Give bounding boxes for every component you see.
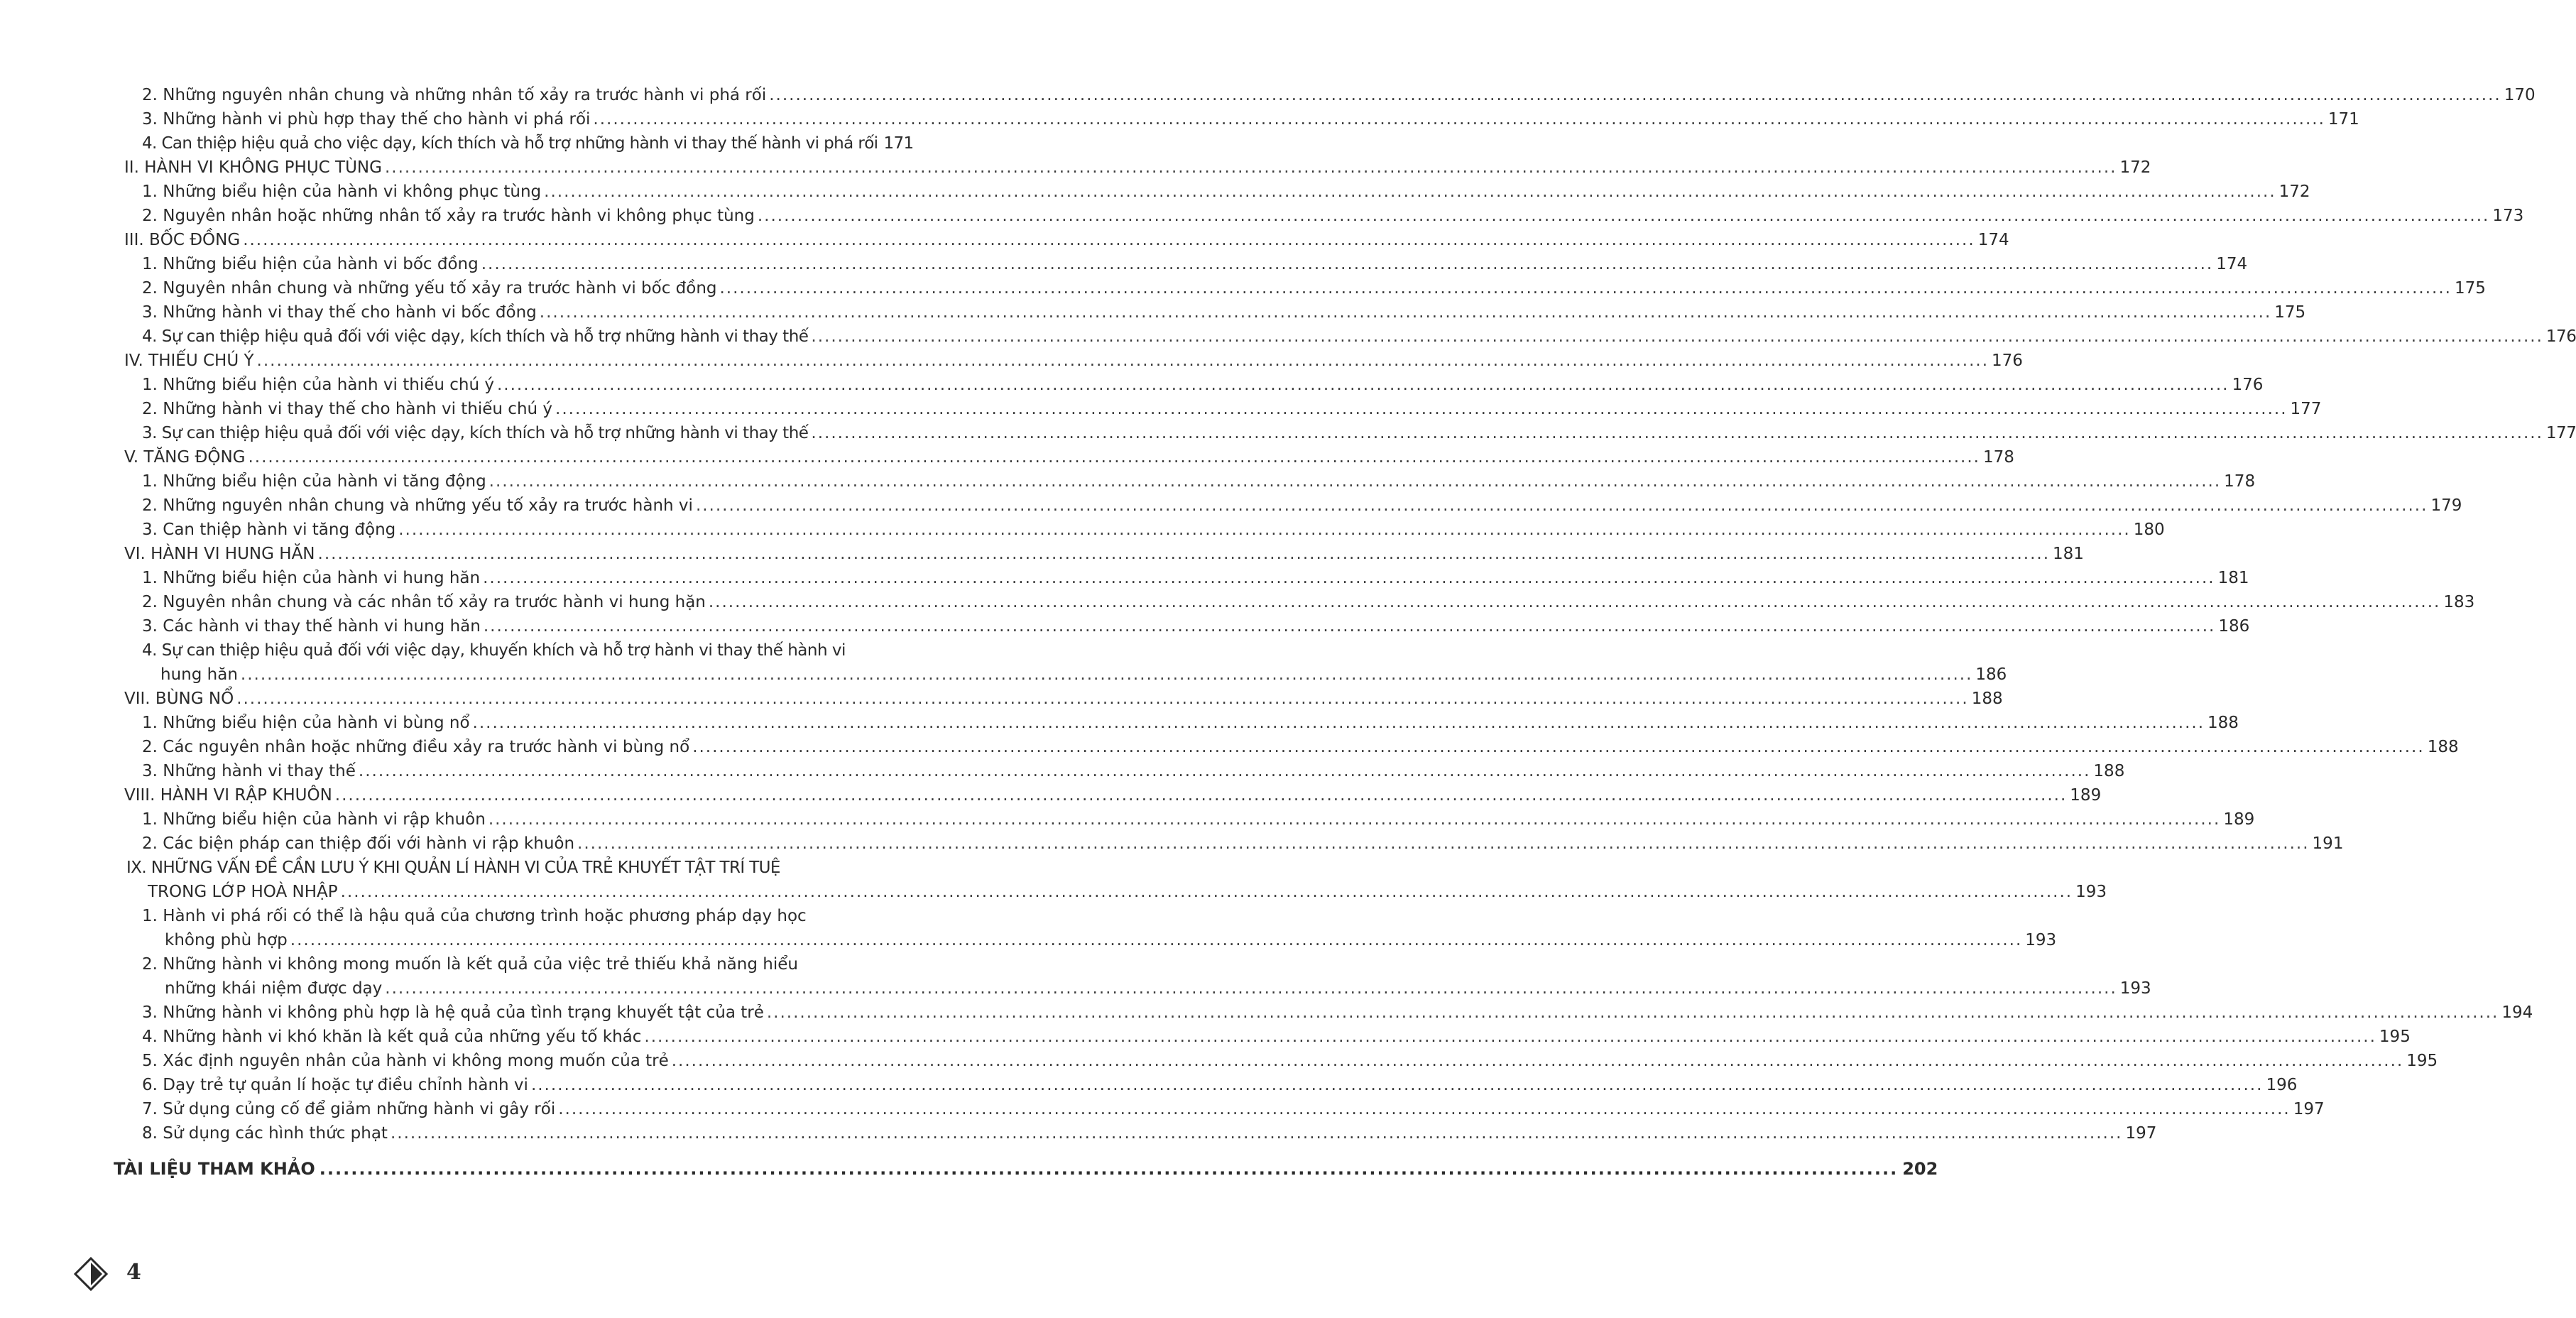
page-number: 4 [126, 1260, 141, 1285]
toc-dot-leader [290, 928, 2023, 952]
toc-entry-title: 2. Các biện pháp can thiệp đối với hành vi rập khuôn [142, 834, 575, 853]
toc-section[interactable] [124, 445, 2014, 469]
toc-entry-title[interactable]: 4. Sự can thiệp hiệu quả đối với việc dạy, khuyến khích và hỗ trợ hành vi thay thế hành vi [142, 641, 846, 660]
toc-entry[interactable] [142, 1025, 2411, 1049]
toc-entry-page: 186 [1975, 665, 2007, 684]
toc-dot-leader [398, 518, 2131, 542]
toc-entry[interactable] [142, 276, 2486, 300]
toc-entry[interactable] [142, 759, 2125, 783]
toc-dot-leader [758, 204, 2490, 228]
toc-entry[interactable] [142, 180, 2310, 204]
toc-entry-title: 2. Nguyên nhân chung và các nhân tố xảy ra trước hành vi hung hặn [142, 593, 706, 611]
toc-entry-continuation[interactable] [160, 663, 2007, 687]
toc-entry[interactable] [142, 494, 2462, 518]
toc-dot-leader [577, 832, 2310, 856]
toc-dot-leader [769, 83, 2501, 107]
toc-entry-page: 170 [2504, 86, 2536, 104]
toc-entry[interactable] [142, 107, 2359, 131]
toc-entry-title: 1. Những biểu hiện của hành vi không phục tùng [142, 183, 542, 201]
toc-entry-title: 8. Sử dụng các hình thức phạt [142, 1124, 388, 1143]
toc-entry-title: 1. Những biểu hiện của hành vi bùng nổ [142, 714, 470, 732]
toc-entry-page: 188 [2093, 762, 2125, 780]
toc-entry-page: 196 [2266, 1076, 2298, 1094]
toc-section-title: III. BỐC ĐỒNG [124, 231, 241, 249]
toc-entry[interactable] [142, 1073, 2298, 1097]
toc-entry[interactable] [142, 1097, 2325, 1121]
toc-entry-page: 197 [2125, 1124, 2157, 1143]
toc-entry-title: 3. Những hành vi phù hợp thay thế cho hành vi phá rối [142, 110, 591, 129]
toc-entry[interactable] [142, 421, 2576, 445]
toc-dot-leader [709, 590, 2441, 614]
toc-section-title: V. TĂNG ĐỘNG [124, 448, 246, 467]
toc-entry[interactable] [142, 325, 2576, 349]
toc-entry-title: 3. Can thiệp hành vi tăng động [142, 521, 396, 539]
toc-entry-title: 3. Các hành vi thay thế hành vi hung hăn [142, 617, 481, 636]
toc-entry-page: 176 [2232, 376, 2264, 394]
toc-section-continuation[interactable] [148, 880, 2107, 904]
toc-section-title: IV. THIẾU CHÚ Ý [124, 352, 254, 370]
toc-entry-title: 2. Những nguyên nhân chung và những nhân tố xảy ra trước hành vi phá rối [142, 86, 767, 104]
toc-dot-leader [593, 107, 2325, 131]
toc-dot-leader [558, 1097, 2291, 1121]
toc-entry-page: 174 [2216, 255, 2248, 273]
toc-entry[interactable] [142, 1121, 2157, 1145]
toc-section[interactable] [124, 156, 2151, 180]
toc-entry-title: 4. Sự can thiệp hiệu quả đối với việc dạy, kích thích và hỗ trợ những hành vi thay thế [142, 327, 809, 346]
toc-section-page: 176 [1992, 352, 2023, 370]
toc-dot-leader [341, 880, 2073, 904]
toc-entry-page: 179 [2430, 496, 2462, 515]
toc-section-title: II. HÀNH VI KHÔNG PHỤC TÙNG [124, 158, 382, 177]
toc-entry[interactable] [142, 832, 2344, 856]
toc-section-title: VI. HÀNH VI HUNG HĂN [124, 545, 315, 563]
toc-dot-leader [531, 1073, 2264, 1097]
toc-section-page: 174 [1977, 231, 2009, 249]
diamond-ornament-icon [74, 1257, 108, 1291]
toc-entry-page: 195 [2379, 1028, 2411, 1046]
toc-entry-page: 181 [2217, 569, 2249, 587]
toc-entry-title: những khái niệm được dạy [165, 979, 383, 998]
toc-entry-page: 189 [2223, 810, 2255, 829]
toc-entry[interactable] [142, 131, 914, 156]
toc-dot-leader [497, 373, 2230, 397]
toc-dot-leader [692, 735, 2425, 759]
toc-entry[interactable] [142, 518, 2165, 542]
toc-dot-leader [644, 1025, 2376, 1049]
toc-dot-leader [481, 252, 2214, 276]
toc-section-page: 178 [1982, 448, 2014, 467]
toc-entry-page: 193 [2025, 931, 2057, 949]
toc-entry-page: 171 [2327, 110, 2359, 129]
references-entry[interactable] [114, 1155, 1938, 1183]
toc-section-page: 193 [2075, 883, 2107, 901]
toc-entry-title: 2. Những hành vi thay thế cho hành vi thiếu chú ý [142, 400, 553, 418]
toc-entry-title: không phù hợp [165, 931, 288, 949]
toc-entry-title: 3. Những hành vi không phù hợp là hệ quả của tình trạng khuyết tật của trẻ [142, 1003, 764, 1022]
toc-section-page: 188 [1971, 690, 2003, 708]
toc-entry[interactable] [142, 566, 2249, 590]
toc-dot-leader [236, 687, 1969, 711]
toc-entry[interactable] [142, 373, 2264, 397]
toc-entry[interactable] [142, 735, 2459, 759]
toc-section[interactable] [124, 228, 2009, 252]
toc-dot-leader [540, 300, 2272, 325]
toc-dot-leader [811, 421, 2543, 445]
toc-entry[interactable] [142, 1001, 2533, 1025]
toc-entry-page: 177 [2290, 400, 2322, 418]
toc-entry-title: 5. Xác định nguyên nhân của hành vi không mong muốn của trẻ [142, 1052, 669, 1070]
toc-entry-page: 176 [2545, 327, 2576, 346]
toc-dot-leader [243, 228, 1975, 252]
toc-entry-continuation[interactable] [165, 928, 2057, 952]
toc-entry[interactable] [142, 83, 2536, 107]
toc-entry-page: 180 [2133, 521, 2165, 539]
toc-entry-title: 1. Những biểu hiện của hành vi thiếu chú ý [142, 376, 494, 394]
toc-entry-title: 7. Sử dụng củng cố để giảm những hành vi gây rối [142, 1100, 556, 1118]
toc-dot-leader [320, 1155, 1898, 1183]
toc-section-title: VII. BÙNG NỔ [124, 690, 234, 708]
toc-section[interactable] [124, 783, 2102, 807]
toc-dot-leader [489, 807, 2221, 832]
toc-entry-title: 2. Những nguyên nhân chung và những yếu tố xảy ra trước hành vi [142, 496, 693, 515]
toc-entry-page: 173 [2492, 207, 2524, 225]
toc-entry-page: 175 [2455, 279, 2486, 298]
toc-entry-title[interactable]: 1. Hành vi phá rối có thể là hậu quả của chương trình hoặc phương pháp dạy học [142, 907, 807, 925]
toc-entry-page: 195 [2406, 1052, 2438, 1070]
toc-entry[interactable] [142, 1049, 2438, 1073]
toc-entry-page: 183 [2443, 593, 2475, 611]
toc-dot-leader [720, 276, 2452, 300]
toc-entry-title: 2. Các nguyên nhân hoặc những điều xảy ra trước hành vi bùng nổ [142, 738, 690, 756]
toc-dot-leader [811, 325, 2543, 349]
toc-entry[interactable] [142, 807, 2255, 832]
toc-dot-leader [544, 180, 2276, 204]
toc-entry-title: 1. Những biểu hiện của hành vi tăng động [142, 472, 486, 491]
toc-entry-title: 3. Sự can thiệp hiệu quả đối với việc dạy, kích thích và hỗ trợ những hành vi thay thế [142, 424, 809, 442]
toc-dot-leader [241, 663, 1973, 687]
toc-dot-leader [391, 1121, 2123, 1145]
toc-entry-title: hung hăn [160, 665, 238, 684]
toc-entry[interactable] [142, 711, 2239, 735]
toc-entry-title[interactable]: 2. Những hành vi không mong muốn là kết quả của việc trẻ thiếu khả năng hiểu [142, 955, 798, 974]
toc-entry-page: 193 [2119, 979, 2151, 998]
toc-entry-title: 1. Những biểu hiện của hành vi bốc đồng [142, 255, 479, 273]
toc-dot-leader [483, 566, 2215, 590]
toc-section-page: 181 [2053, 545, 2084, 563]
toc-dot-leader [257, 349, 1990, 373]
toc-section-title: VIII. HÀNH VI RẬP KHUÔN [124, 786, 332, 805]
toc-section-page: 172 [2119, 158, 2151, 177]
toc-entry-page: 177 [2545, 424, 2576, 442]
references-title: TÀI LIỆU THAM KHẢO [114, 1159, 315, 1179]
toc-entry[interactable] [142, 590, 2475, 614]
toc-entry-title: 3. Những hành vi thay thế cho hành vi bốc đồng [142, 303, 537, 322]
toc-entry-page: 191 [2312, 834, 2344, 853]
toc-entry-title: 1. Những biểu hiện của hành vi rập khuôn [142, 810, 486, 829]
toc-entry-page: 175 [2274, 303, 2306, 322]
toc-section[interactable] [124, 687, 2003, 711]
toc-dot-leader [318, 542, 2051, 566]
toc-entry-page: 188 [2207, 714, 2239, 732]
toc-entry-page: 188 [2427, 738, 2459, 756]
toc-entry[interactable] [142, 397, 2322, 421]
toc-entry-page: 194 [2501, 1003, 2533, 1022]
toc-dot-leader [767, 1001, 2499, 1025]
toc-entry-title: 2. Nguyên nhân hoặc những nhân tố xảy ra trước hành vi không phục tùng [142, 207, 755, 225]
toc-entry-page: 172 [2278, 183, 2310, 201]
toc-entry-page: 197 [2293, 1100, 2325, 1118]
toc-dot-leader [335, 783, 2068, 807]
toc-dot-leader [385, 156, 2117, 180]
toc-section-page: 189 [2070, 786, 2102, 805]
toc-section-title[interactable]: IX. NHỮNG VẤN ĐỀ CẦN LƯU Ý KHI QUẢN LÍ HÀNH VI CỦA TRẺ KHUYẾT TẬT TRÍ TUỆ [126, 859, 780, 877]
toc-entry-title: 3. Những hành vi thay thế [142, 762, 356, 780]
toc-dot-leader [248, 445, 1980, 469]
toc-section[interactable] [124, 349, 2023, 373]
toc-section-title: TRONG LỚP HOÀ NHẬP [148, 883, 338, 901]
toc-entry[interactable] [142, 252, 2248, 276]
toc-section[interactable] [124, 542, 2084, 566]
toc-entry-page: 171 [883, 134, 914, 153]
toc-entry-continuation[interactable] [165, 976, 2151, 1001]
toc-dot-leader [489, 469, 2222, 494]
toc-entry-title: 1. Những biểu hiện của hành vi hung hăn [142, 569, 481, 587]
toc-entry-title: 6. Dạy trẻ tự quản lí hoặc tự điều chỉnh hành vi [142, 1076, 528, 1094]
toc-dot-leader [484, 614, 2216, 638]
toc-entry-title: 4. Những hành vi khó khăn là kết quả của những yếu tố khác [142, 1028, 642, 1046]
toc-entry[interactable] [142, 300, 2306, 325]
toc-dot-leader [385, 976, 2117, 1001]
toc-dot-leader [672, 1049, 2404, 1073]
toc-entry-title: 2. Nguyên nhân chung và những yếu tố xảy ra trước hành vi bốc đồng [142, 279, 717, 298]
toc-entry[interactable] [142, 614, 2250, 638]
toc-dot-leader [555, 397, 2288, 421]
toc-entry[interactable] [142, 469, 2256, 494]
toc-dot-leader [359, 759, 2091, 783]
toc-entry-page: 186 [2218, 617, 2250, 636]
toc-entry[interactable] [142, 204, 2524, 228]
toc-entry-title: 4. Can thiệp hiệu quả cho việc dạy, kích thích và hỗ trợ những hành vi thay thế hành vi phá rối [142, 134, 878, 153]
references-page: 202 [1902, 1159, 1938, 1179]
toc-entry-page: 178 [2224, 472, 2256, 491]
toc-dot-leader [473, 711, 2205, 735]
toc-dot-leader [696, 494, 2428, 518]
